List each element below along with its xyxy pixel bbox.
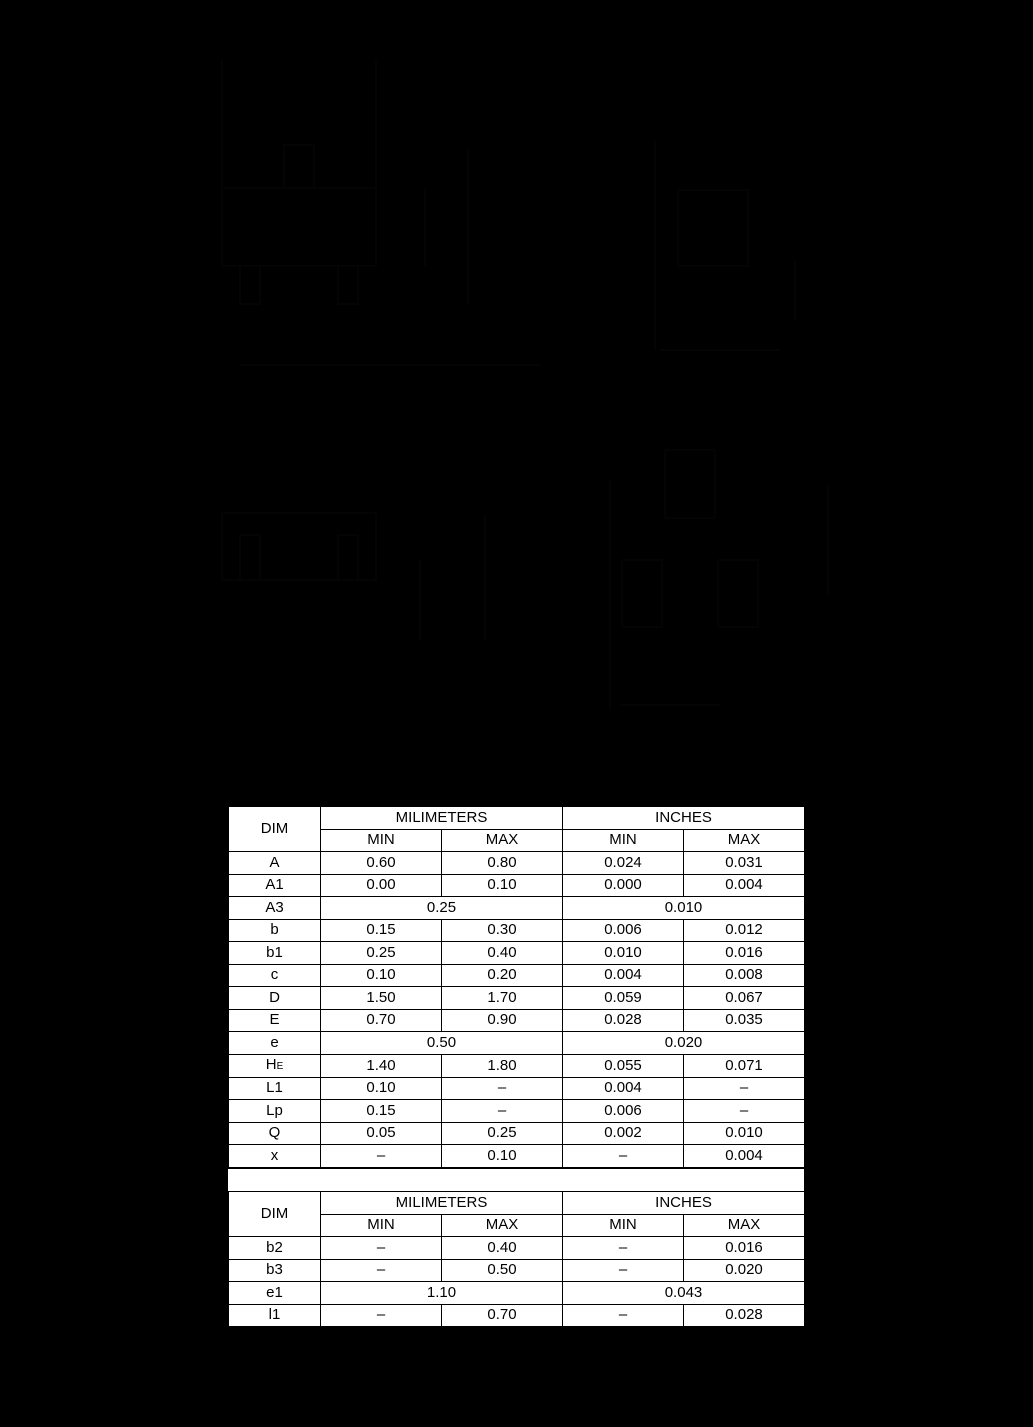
mm-max-cell: 0.25: [442, 1122, 563, 1145]
dim-label: c: [270, 966, 279, 984]
dim-cell: [229, 1259, 321, 1282]
dim-label: b3: [266, 1261, 283, 1279]
mm-nominal-cell: 0.50: [321, 1032, 563, 1055]
dim-label: Q: [268, 1124, 281, 1142]
top-view-body: [222, 188, 376, 266]
mm-max-cell: 0.80: [442, 852, 563, 875]
in-min-cell: 0.004: [563, 964, 684, 987]
table-row: [229, 1122, 805, 1145]
in-nominal-cell: 0.043: [563, 1282, 805, 1305]
dim-cell: [229, 919, 321, 942]
table-header-row: [229, 807, 805, 830]
mm-min-cell: 1.50: [321, 987, 442, 1010]
mm-min-cell: –: [321, 1145, 442, 1168]
in-min-cell: –: [563, 1259, 684, 1282]
footprint-dimensions-table: [228, 1191, 805, 1327]
mm-max-cell: 0.50: [442, 1259, 563, 1282]
table-row: [229, 1054, 805, 1077]
mm-max-cell: 0.10: [442, 874, 563, 897]
in-min-cell: 0.024: [563, 852, 684, 875]
in-max-cell: 0.012: [684, 919, 805, 942]
top-view-lead-right: [338, 266, 358, 304]
mm-min-cell: 0.10: [321, 964, 442, 987]
table-row: [229, 1259, 805, 1282]
table-spacer: [228, 1169, 804, 1191]
dim-label: A1: [265, 876, 284, 894]
table-row: [229, 1100, 805, 1123]
mm-max-header: MAX: [442, 829, 563, 852]
dim-cell: [229, 1145, 321, 1168]
inches-header: INCHES: [563, 807, 805, 830]
in-min-cell: 0.000: [563, 874, 684, 897]
dim-label: l1: [268, 1306, 281, 1324]
millimeters-header: MILIMETERS: [321, 1192, 563, 1215]
dim-label: x: [270, 1146, 279, 1164]
in-max-cell: 0.016: [684, 942, 805, 965]
in-nominal-cell: 0.020: [563, 1032, 805, 1055]
in-min-header: MIN: [563, 1214, 684, 1237]
dim-label: Lp: [266, 1101, 283, 1119]
dim-cell: [229, 987, 321, 1010]
mm-min-cell: 0.60: [321, 852, 442, 875]
in-min-cell: –: [563, 1304, 684, 1327]
in-max-cell: 0.071: [684, 1054, 805, 1077]
in-min-cell: 0.059: [563, 987, 684, 1010]
dim-label: E: [269, 1011, 280, 1029]
mm-min-cell: 0.05: [321, 1122, 442, 1145]
dim-subscript: E: [276, 1060, 284, 1072]
mm-min-cell: –: [321, 1304, 442, 1327]
mm-max-cell: 0.10: [442, 1145, 563, 1168]
table-row: [229, 1032, 805, 1055]
in-max-cell: 0.067: [684, 987, 805, 1010]
footprint-pad-left: [622, 560, 662, 627]
dim-cell: [229, 1032, 321, 1055]
table-row: [229, 1009, 805, 1032]
footprint-pad-top: [665, 450, 715, 518]
table-row: [229, 942, 805, 965]
in-max-cell: 0.035: [684, 1009, 805, 1032]
dim-label: b2: [266, 1238, 283, 1256]
millimeters-header: MILIMETERS: [321, 807, 563, 830]
in-max-cell: 0.004: [684, 1145, 805, 1168]
dim-cell: [229, 852, 321, 875]
in-min-cell: 0.028: [563, 1009, 684, 1032]
dim-cell: [229, 1237, 321, 1260]
mm-min-header: MIN: [321, 829, 442, 852]
table-row: [229, 874, 805, 897]
table-row: [229, 852, 805, 875]
footprint-pad-right: [718, 560, 758, 627]
in-min-cell: 0.004: [563, 1077, 684, 1100]
mm-min-cell: 0.10: [321, 1077, 442, 1100]
in-min-cell: 0.010: [563, 942, 684, 965]
mm-max-cell: 1.70: [442, 987, 563, 1010]
in-min-cell: 0.006: [563, 919, 684, 942]
table-row: [229, 1304, 805, 1327]
dim-cell: [229, 1304, 321, 1327]
mm-max-cell: 0.30: [442, 919, 563, 942]
dim-cell: [229, 897, 321, 920]
dim-cell: [229, 1122, 321, 1145]
dim-label: L1: [266, 1079, 283, 1097]
table-row: [229, 964, 805, 987]
in-min-cell: 0.002: [563, 1122, 684, 1145]
mm-min-cell: 0.00: [321, 874, 442, 897]
dim-label: D: [269, 988, 280, 1006]
side-view-body: [678, 190, 748, 266]
mm-max-cell: 0.20: [442, 964, 563, 987]
front-view-body: [222, 513, 376, 580]
in-min-cell: 0.055: [563, 1054, 684, 1077]
dim-label: e1: [266, 1283, 283, 1301]
dim-cell: [229, 1077, 321, 1100]
dimensions-table: [228, 806, 805, 1168]
mm-min-cell: 0.15: [321, 1100, 442, 1123]
inches-header: INCHES: [563, 1192, 805, 1215]
mm-min-cell: 1.40: [321, 1054, 442, 1077]
mm-max-cell: 0.40: [442, 1237, 563, 1260]
dim-header: DIM: [229, 807, 321, 852]
mm-min-cell: 0.25: [321, 942, 442, 965]
dim-cell: [229, 1009, 321, 1032]
in-max-cell: 0.028: [684, 1304, 805, 1327]
dim-cell: [229, 942, 321, 965]
in-min-cell: –: [563, 1145, 684, 1168]
dim-cell: [229, 964, 321, 987]
table-header-row: [229, 1192, 805, 1215]
dim-cell: [229, 1282, 321, 1305]
dim-label: A: [269, 853, 280, 871]
mm-min-cell: 0.70: [321, 1009, 442, 1032]
dim-cell: [229, 874, 321, 897]
dim-header: DIM: [229, 1192, 321, 1237]
dim-label: A3: [265, 898, 284, 916]
mm-max-cell: 0.40: [442, 942, 563, 965]
mm-min-header: MIN: [321, 1214, 442, 1237]
in-max-cell: 0.004: [684, 874, 805, 897]
dim-cell: [229, 1100, 321, 1123]
dim-label: b: [270, 921, 279, 939]
in-max-cell: 0.020: [684, 1259, 805, 1282]
dim-label: H: [265, 1055, 277, 1073]
dim-cell: [229, 1054, 321, 1077]
top-view-lead-top: [284, 145, 314, 188]
table-row: [229, 919, 805, 942]
mm-max-cell: –: [442, 1077, 563, 1100]
dim-label: e: [270, 1033, 279, 1051]
table-row: [229, 1077, 805, 1100]
mm-max-cell: 1.80: [442, 1054, 563, 1077]
mm-min-cell: –: [321, 1237, 442, 1260]
table-row: [229, 897, 805, 920]
table-row: [229, 1145, 805, 1168]
in-max-cell: –: [684, 1100, 805, 1123]
table-row: [229, 1237, 805, 1260]
in-min-cell: –: [563, 1237, 684, 1260]
in-max-header: MAX: [684, 1214, 805, 1237]
mm-nominal-cell: 1.10: [321, 1282, 563, 1305]
in-max-cell: 0.031: [684, 852, 805, 875]
mm-max-header: MAX: [442, 1214, 563, 1237]
mm-nominal-cell: 0.25: [321, 897, 563, 920]
mm-max-cell: –: [442, 1100, 563, 1123]
mm-min-cell: 0.15: [321, 919, 442, 942]
mm-max-cell: 0.70: [442, 1304, 563, 1327]
mm-min-cell: –: [321, 1259, 442, 1282]
in-max-header: MAX: [684, 829, 805, 852]
in-min-header: MIN: [563, 829, 684, 852]
top-view-lead-left: [240, 266, 260, 304]
in-min-cell: 0.006: [563, 1100, 684, 1123]
table-row: [229, 987, 805, 1010]
table-row: [229, 1282, 805, 1305]
in-max-cell: 0.008: [684, 964, 805, 987]
in-max-cell: 0.010: [684, 1122, 805, 1145]
dim-label: b1: [266, 943, 283, 961]
in-max-cell: –: [684, 1077, 805, 1100]
in-max-cell: 0.016: [684, 1237, 805, 1260]
mm-max-cell: 0.90: [442, 1009, 563, 1032]
in-nominal-cell: 0.010: [563, 897, 805, 920]
